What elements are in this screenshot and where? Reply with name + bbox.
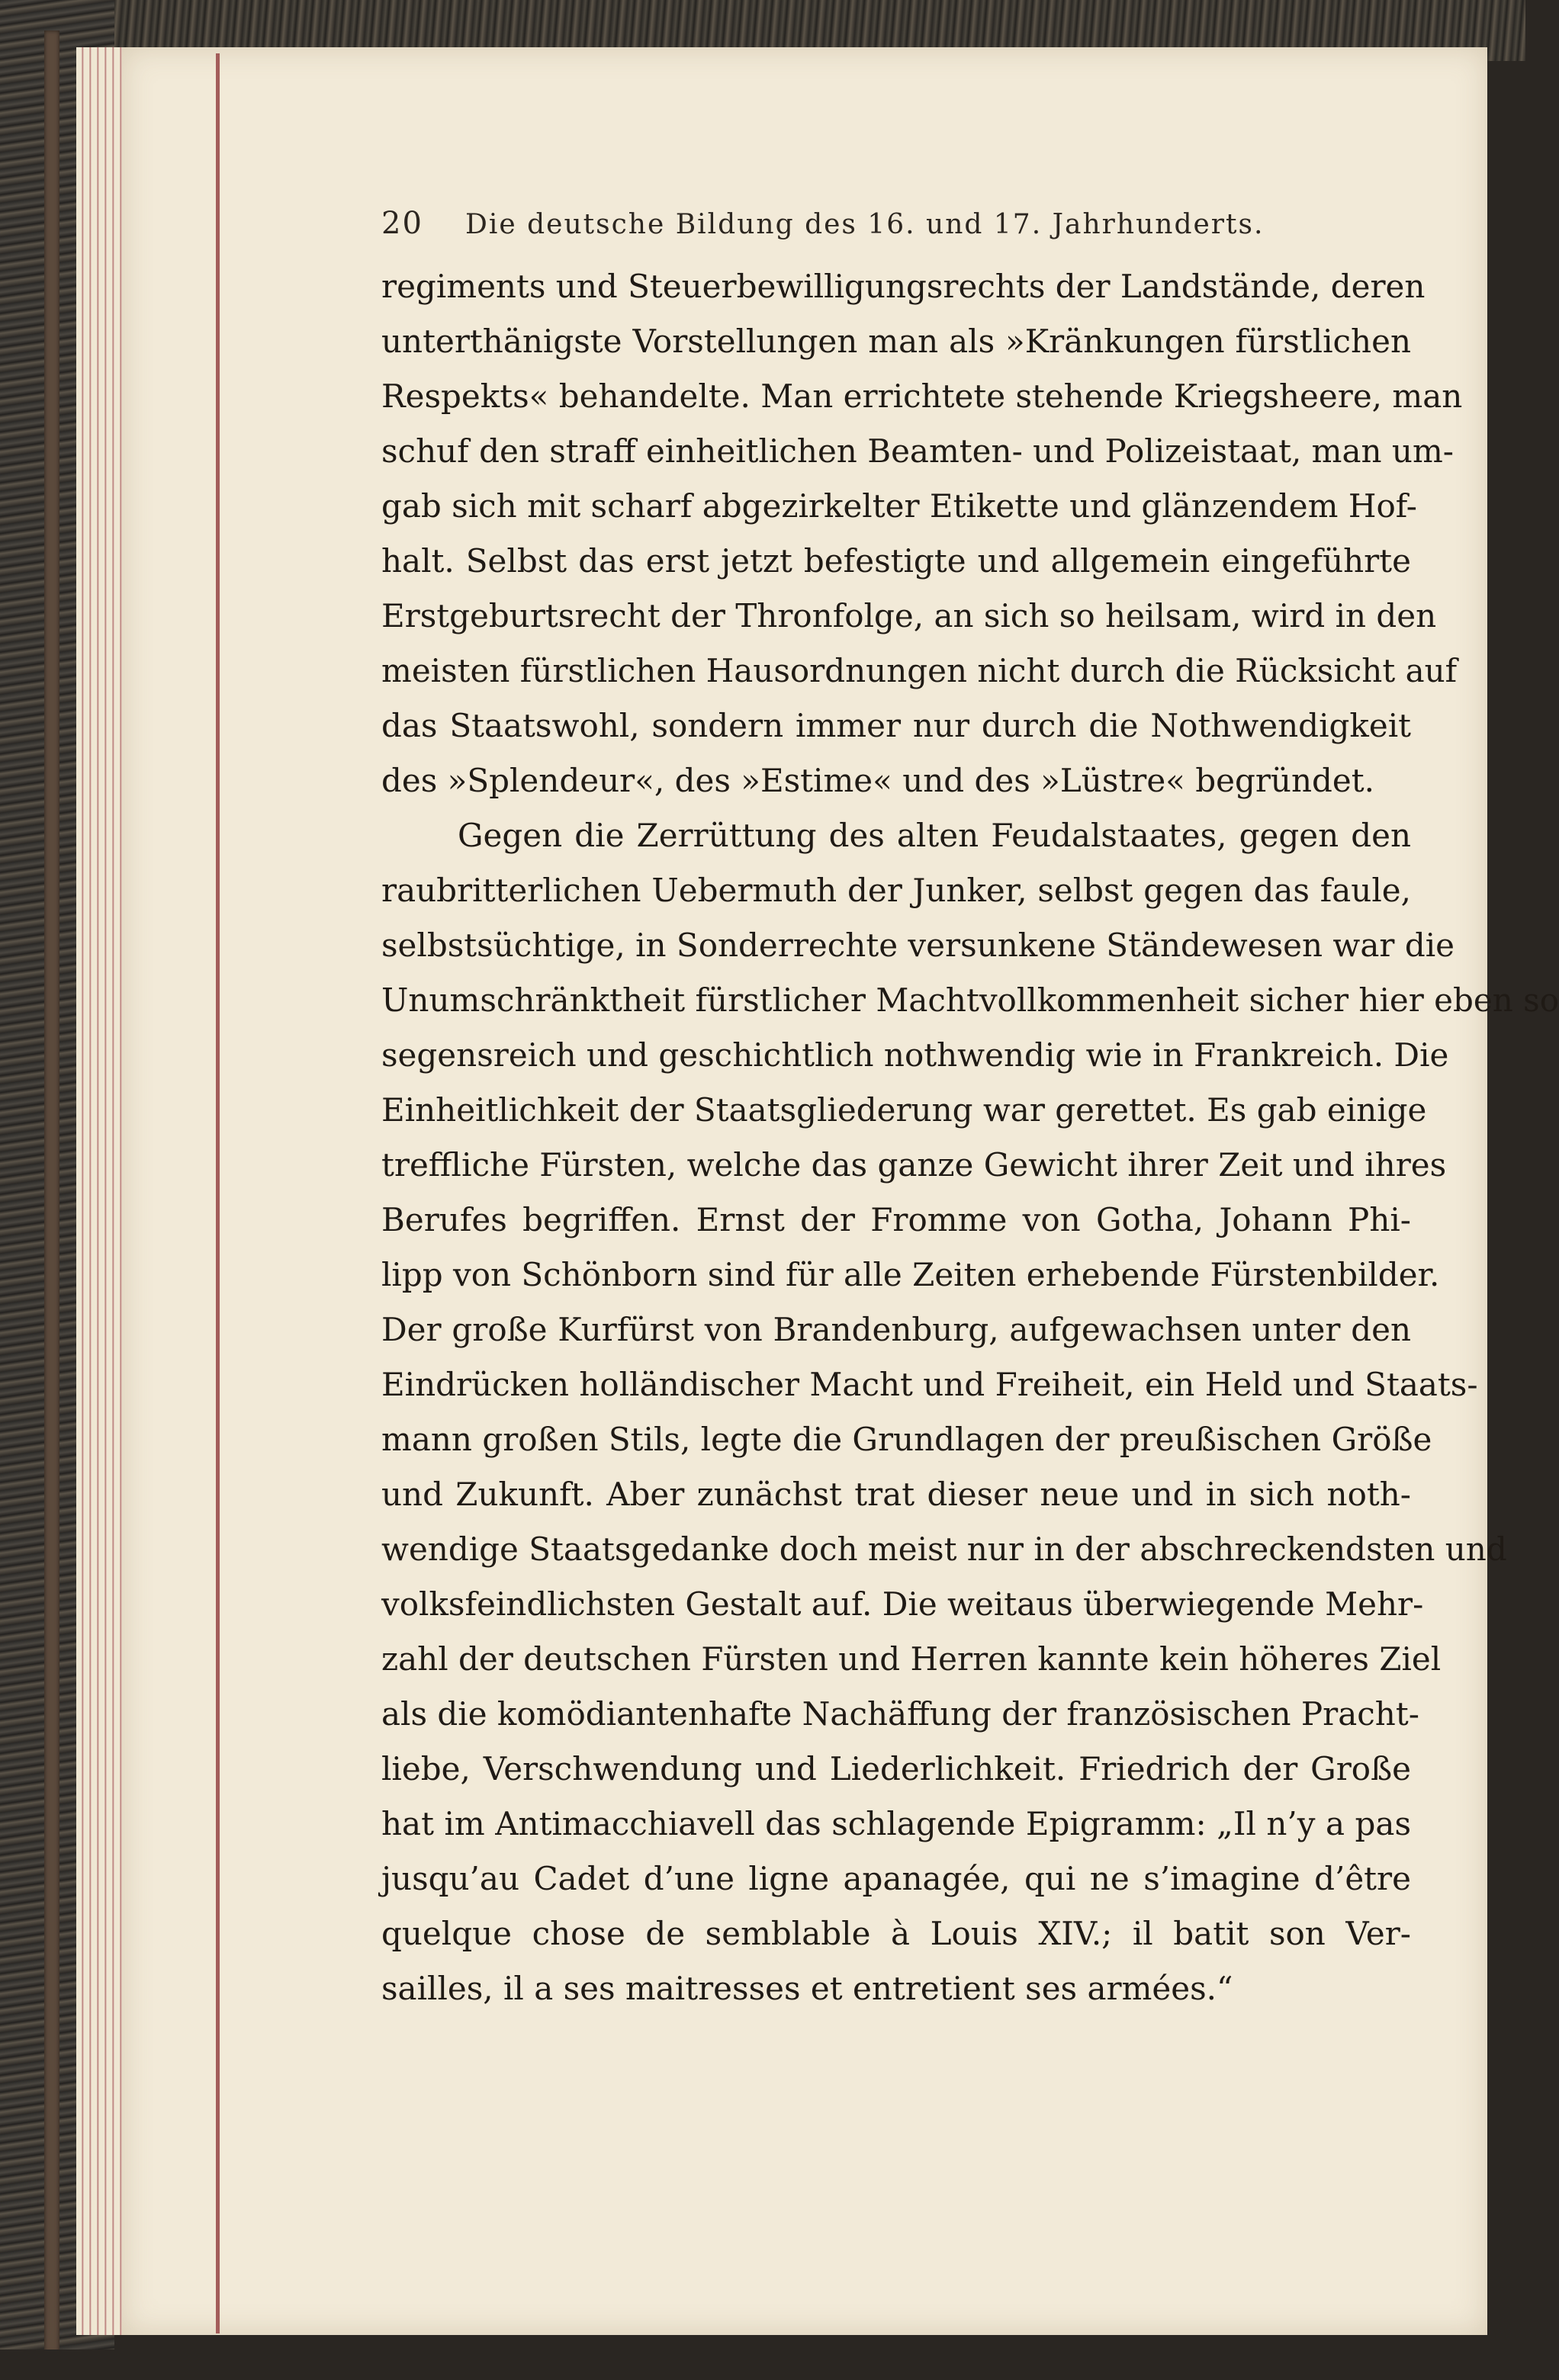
text-line: als die komödiantenhafte Nachäffung der französischen Pracht- [381,1695,1419,1733]
text-line: regiments und Steuerbewilligungsrechts der Landstände, deren [381,268,1426,305]
text-line: liebe, Verschwendung und Liederlichkeit. Friedrich der Große [381,1750,1411,1787]
text-line: mann großen Stils, legte die Grundlagen der preußischen Größe [381,1421,1432,1458]
page-gutter-line [216,53,220,2333]
text-line: unterthänigste Vorstellungen man als »Kränkungen fürstlichen [381,323,1411,360]
text-line: Gegen die Zerrüttung des alten Feudalstaates, gegen den [458,817,1411,854]
text-line: meisten fürstlichen Hausordnungen nicht durch die Rücksicht auf [381,652,1458,689]
text-line: schuf den straff einheitlichen Beamten- und Polizeistaat, man um- [381,432,1454,470]
page-header [381,206,1411,244]
text-line: das Staatswohl, sondern immer nur durch die Nothwendigkeit [381,707,1411,744]
text-line: Berufes begriffen. Ernst der Fromme von Gotha, Johann Phi- [381,1201,1411,1238]
book-spine-edge [44,31,59,2356]
text-line: lipp von Schönborn sind für alle Zeiten erhebende Fürstenbilder. [381,1256,1440,1293]
running-head: Die deutsche Bildung des 16. und 17. Jahrhunderts. [465,209,1265,240]
text-line: halt. Selbst das erst jetzt befestigte und allgemein eingeführte [381,542,1411,580]
text-line: Der große Kurfürst von Brandenburg, aufgewachsen unter den [381,1311,1411,1348]
text-line: selbstsüchtige, in Sonderrechte versunkene Ständewesen war die [381,927,1455,964]
text-line: Respekts« behandelte. Man errichtete stehende Kriegsheere, man [381,377,1463,415]
text-line: Eindrücken holländischer Macht und Freiheit, ein Held und Staats- [381,1366,1478,1403]
text-line: treffliche Fürsten, welche das ganze Gewicht ihrer Zeit und ihres [381,1146,1447,1184]
text-line: zahl der deutschen Fürsten und Herren kannte kein höheres Ziel [381,1640,1442,1678]
text-line: raubritterlichen Uebermuth der Junker, selbst gegen das faule, [381,872,1411,909]
book-bottom-edge [0,2349,1525,2380]
text-line: gab sich mit scharf abgezirkelter Etikette und glänzendem Hof- [381,487,1417,525]
text-line: jusqu’au Cadet d’une ligne apanagée, qui ne s’imagine d’être [381,1860,1411,1897]
text-line: wendige Staatsgedanke doch meist nur in der abschreckendsten und [381,1530,1507,1568]
text-line: Unumschränktheit fürstlicher Machtvollkommenheit sicher hier eben so [381,981,1559,1019]
text-line: des »Splendeur«, des »Estime« und des »Lüstre« begründet. [381,762,1374,799]
text-line: Erstgeburtsrecht der Thronfolge, an sich so heilsam, wird in den [381,597,1437,634]
text-line: volksfeindlichsten Gestalt auf. Die weitaus überwiegende Mehr- [381,1585,1424,1623]
text-line: und Zukunft. Aber zunächst trat dieser neue und in sich noth- [381,1476,1411,1513]
page-number: 20 [381,206,423,241]
text-line: sailles, il a ses maitresses et entretient ses armées.“ [381,1970,1233,2007]
text-line: segensreich und geschichtlich nothwendig wie in Frankreich. Die [381,1036,1449,1074]
text-line: hat im Antimacchiavell das schlagende Epigramm: „Il n’y a pas [381,1805,1411,1842]
text-line: Einheitlichkeit der Staatsgliederung war gerettet. Es gab einige [381,1091,1427,1129]
text-line: quelque chose de semblable à Louis XIV.; il batit son Ver- [381,1915,1411,1952]
page-edges [76,47,124,2335]
body-text [381,259,1559,2016]
